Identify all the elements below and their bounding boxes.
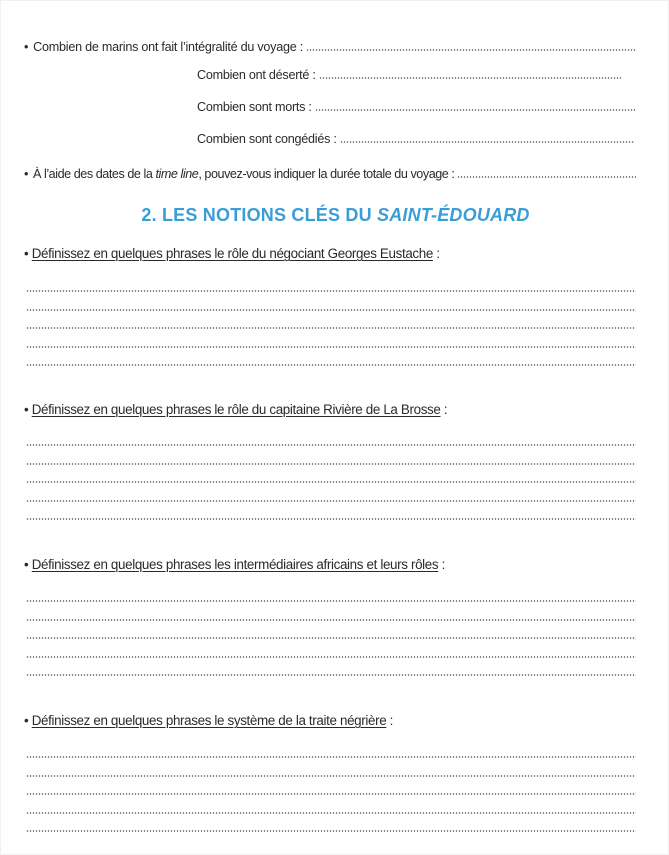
question-label: Combien de marins ont fait l’intégralité du voyage : — [33, 40, 303, 54]
answer-line[interactable] — [26, 674, 636, 676]
definition-question-intermediaires — [24, 557, 445, 572]
answer-line[interactable] — [26, 812, 636, 814]
bullet-icon: • — [24, 557, 29, 572]
definition-label: Définissez en quelques phrases les intermédiaires africains et leurs rôles — [31, 557, 439, 572]
bullet-icon: • — [24, 40, 29, 54]
question-label-start: À l’aide des dates de la — [32, 167, 156, 181]
answer-line[interactable] — [26, 775, 636, 777]
answer-line[interactable] — [26, 309, 636, 311]
answer-line[interactable] — [26, 290, 636, 292]
question-dismissed — [197, 132, 635, 146]
bullet-icon: • — [24, 402, 29, 417]
definition-question-negociant — [24, 246, 440, 261]
answer-line[interactable] — [26, 364, 636, 366]
answer-line[interactable] — [26, 600, 636, 602]
answer-field-deserted[interactable] — [319, 77, 622, 79]
definition-suffix: : — [440, 402, 448, 417]
answer-area-traite[interactable] — [26, 756, 636, 849]
answer-line[interactable] — [26, 518, 636, 520]
definition-question-traite — [24, 713, 393, 728]
question-dead — [197, 100, 635, 114]
definition-question-capitaine — [24, 402, 447, 417]
question-label-italic: time line — [155, 167, 199, 181]
definition-label: Définissez en quelques phrases le rôle du capitaine Rivière de La Brosse — [31, 402, 441, 417]
question-sailors-total — [24, 40, 636, 54]
bullet-icon: • — [24, 713, 29, 728]
question-voyage-duration — [24, 167, 636, 181]
answer-area-capitaine[interactable] — [26, 444, 636, 537]
question-label: Combien sont morts : — [197, 100, 312, 114]
definition-label: Définissez en quelques phrases le système de la traite négrière — [31, 713, 387, 728]
bullet-icon: • — [24, 246, 29, 261]
answer-line[interactable] — [26, 463, 636, 465]
definition-suffix: : — [438, 557, 445, 572]
answer-area-intermediaires[interactable] — [26, 600, 636, 693]
answer-line[interactable] — [26, 619, 636, 621]
definition-suffix: : — [386, 713, 394, 728]
definition-label: Définissez en quelques phrases le rôle du négociant Georges Eustache — [31, 246, 433, 261]
answer-field-duration[interactable] — [457, 176, 636, 178]
definition-suffix: : — [432, 246, 440, 261]
answer-line[interactable] — [26, 327, 636, 329]
question-label: Combien ont déserté : — [197, 68, 316, 82]
answer-line[interactable] — [26, 830, 636, 832]
answer-line[interactable] — [26, 637, 636, 639]
question-label-end: , pouvez-vous indiquer la durée totale du voyage : — [198, 167, 455, 181]
answer-line[interactable] — [26, 444, 636, 446]
section-heading — [1, 205, 669, 226]
section-heading-main: 2. LES NOTIONS CLÉS DU — [141, 205, 378, 225]
answer-line[interactable] — [26, 481, 636, 483]
answer-field-sailors-total[interactable] — [306, 49, 636, 51]
answer-field-dead[interactable] — [315, 109, 635, 111]
answer-line[interactable] — [26, 793, 636, 795]
answer-field-dismissed[interactable] — [340, 141, 635, 143]
bullet-icon: • — [24, 167, 28, 181]
answer-line[interactable] — [26, 756, 636, 758]
section-heading-ship-name: SAINT-ÉDOUARD — [377, 205, 530, 225]
answer-line[interactable] — [26, 500, 636, 502]
question-deserted — [197, 68, 622, 82]
answer-line[interactable] — [26, 346, 636, 348]
answer-line[interactable] — [26, 656, 636, 658]
answer-area-negociant[interactable] — [26, 290, 636, 383]
question-label: Combien sont congédiés : — [197, 132, 337, 146]
